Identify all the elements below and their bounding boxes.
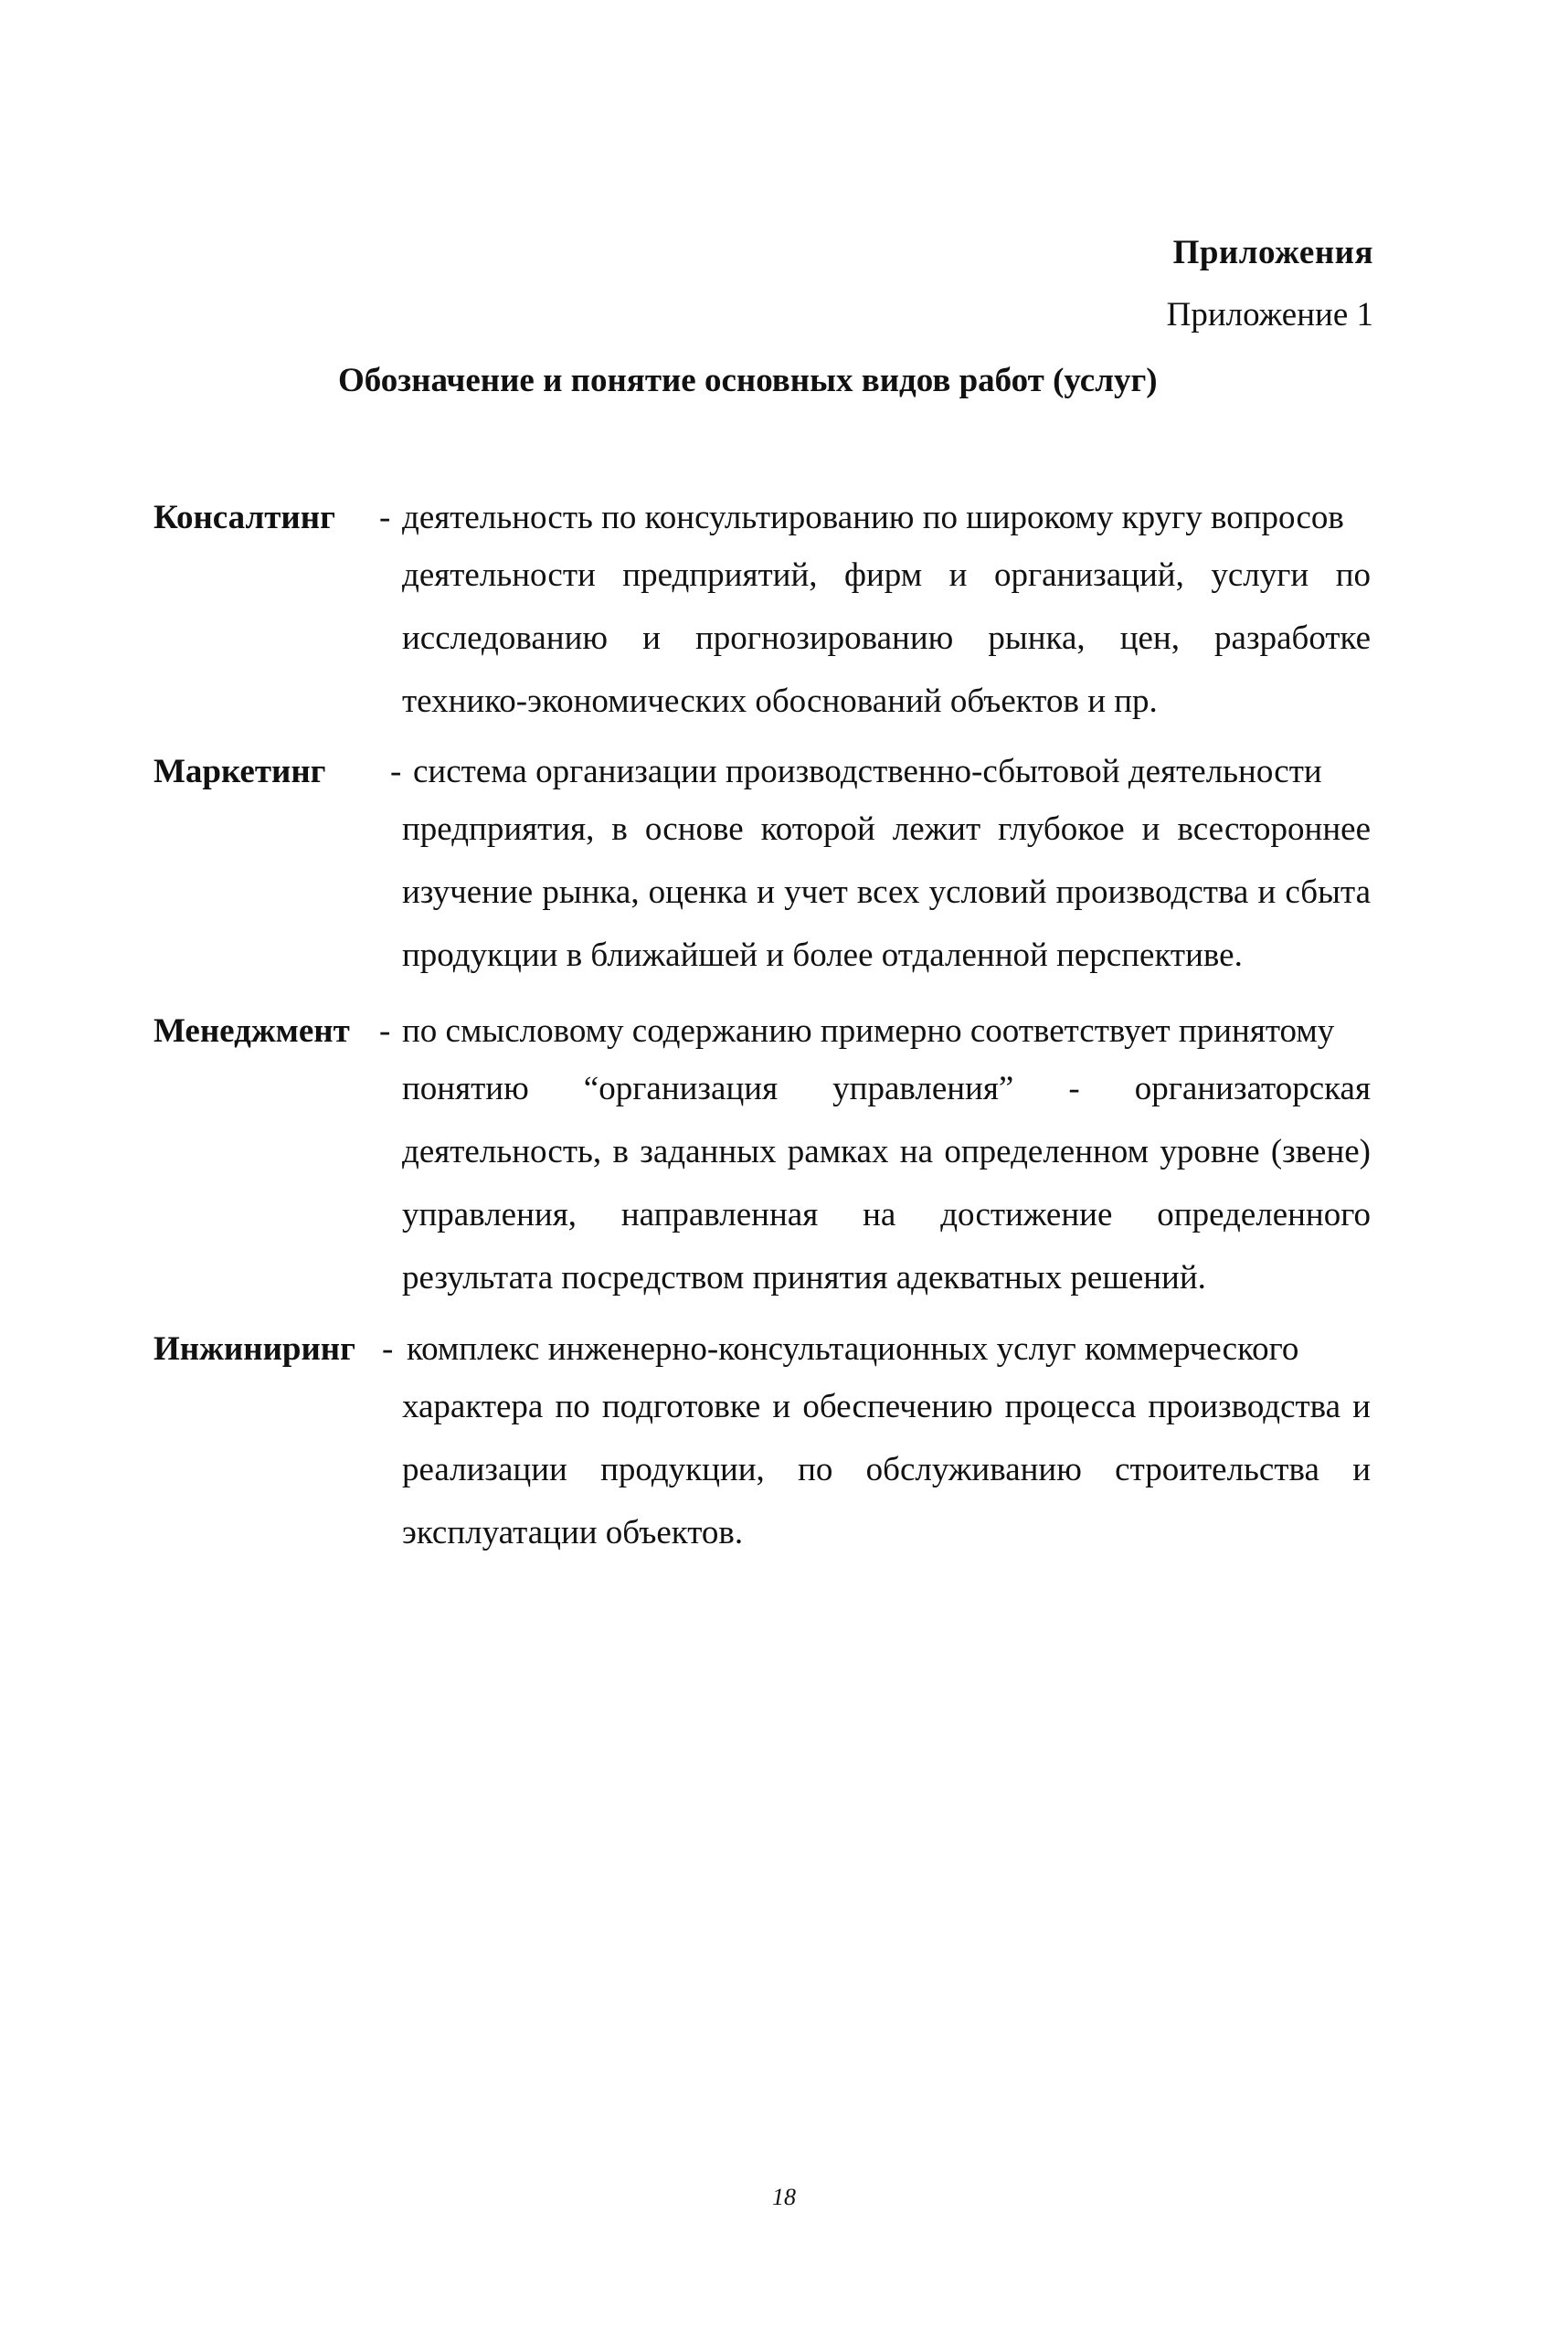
- term-label: Инжиниринг: [154, 1330, 355, 1368]
- term-label: Менеджмент: [154, 1012, 350, 1050]
- term-label: Маркетинг: [154, 753, 326, 790]
- definition-continuation: понятию “организация управления” - организаторская деятельность, в заданных рамках на определенном уровне (звене) управления, направленная на достижение определенного результата посредством принятия адекватных решений.: [402, 1070, 1371, 1297]
- definition-continuation: предприятия, в основе которой лежит глубокое и всестороннее изучение рынка, оценка и учет всех условий производства и сбыта продукции в ближайшей и более отдаленной перспективе.: [402, 810, 1371, 974]
- definition-first-line: по смысловому содержанию примерно соответствует принятому: [402, 1012, 1335, 1050]
- definition-first-line: система организации производственно-сбытовой деятельности: [413, 753, 1322, 790]
- definition-first-line: комплекс инженерно-консультационных услуг коммерческого: [407, 1330, 1299, 1368]
- term-label: Консалтинг: [154, 499, 335, 536]
- definition-continuation: деятельности предприятий, фирм и организаций, услуги по исследованию и прогнозированию рынка, цен, разработке технико-экономических обоснований объектов и пр.: [402, 556, 1371, 720]
- term-dash: -: [379, 499, 391, 536]
- term-dash: -: [379, 1012, 391, 1050]
- definition-continuation: характера по подготовке и обеспечению процесса производства и реализации продукции, по обслуживанию строительства и эксплуатации объектов.: [402, 1388, 1371, 1551]
- page-number: 18: [772, 2184, 796, 2210]
- definition-first-line: деятельность по консультированию по широкому кругу вопросов: [402, 499, 1344, 536]
- section-heading: Приложения: [1172, 234, 1373, 271]
- appendix-label: Приложение 1: [1166, 296, 1373, 333]
- term-dash: -: [382, 1330, 394, 1368]
- document-title: Обозначение и понятие основных видов работ (услуг): [338, 362, 1158, 399]
- term-dash: -: [390, 753, 402, 790]
